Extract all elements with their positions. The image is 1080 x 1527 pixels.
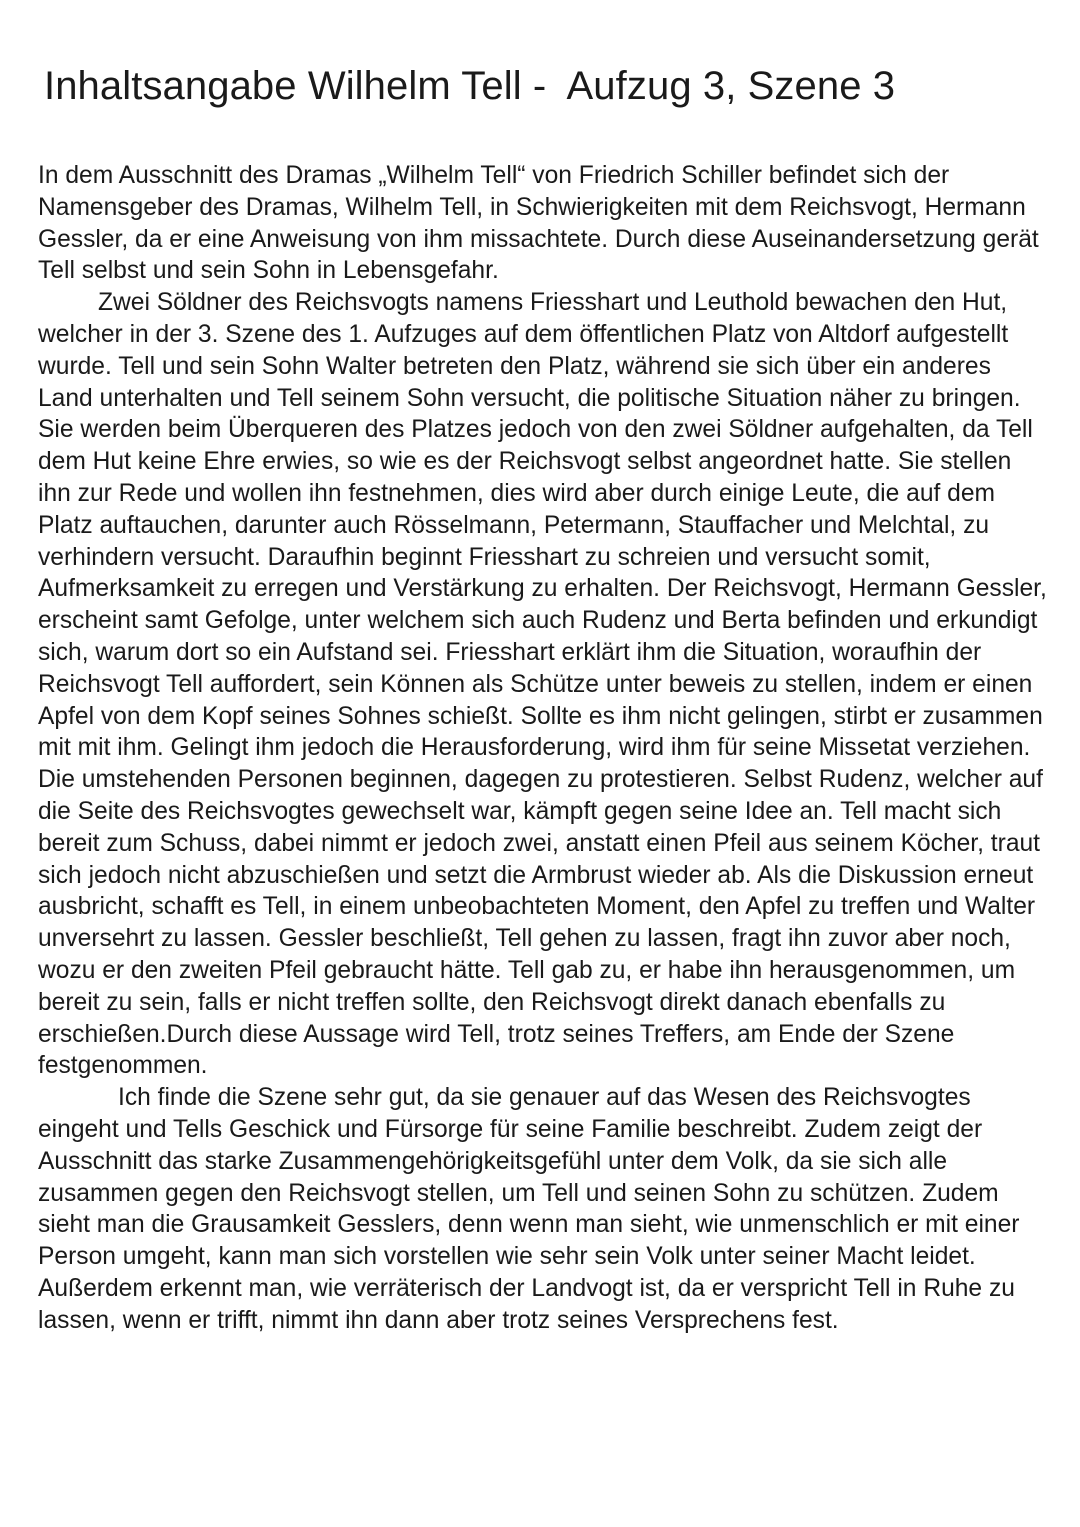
- paragraph-intro: In dem Ausschnitt des Dramas „Wilhelm Tell“ von Friedrich Schiller befindet sich der Namensgeber des Dramas, Wilhelm Tell, in Schwierigkeiten mit dem Reichsvogt, Hermann Gessler, da er eine Anweisung von ihm missachtete. Durch diese Auseinandersetzung gerät Tell selbst und sein Sohn in Lebensgefahr.: [38, 162, 1039, 285]
- paragraph-opinion: Ich finde die Szene sehr gut, da sie genauer auf das Wesen des Reichsvogtes eingeht und Tells Geschick und Fürsorge für seine Familie beschreibt. Zudem zeigt der Ausschnitt das starke Zusammengehörigkeitsgefühl unter dem Volk, da sie sich alle zusammen gegen den Reichsvogt stellen, um Tell und seinen Sohn zu schützen. Zudem sieht man die Grausamkeit Gesslers, denn wenn man sieht, wie unmenschlich er mit einer Person umgeht, kann man sich vorstellen wie sehr sein Volk unter seiner Macht leidet. Außerdem erkennt man, wie verräterisch der Landvogt ist, da er verspricht Tell in Ruhe zu lassen, wenn er trifft, nimmt ihn dann aber trotz seines Versprechens fest.: [38, 1084, 1020, 1334]
- document-body: [38, 160, 1048, 1336]
- page-title: Inhaltsangabe Wilhelm Tell - Aufzug 3, Szene 3: [44, 64, 896, 108]
- paragraph-summary: Zwei Söldner des Reichsvogts namens Friesshart und Leuthold bewachen den Hut, welcher in der 3. Szene des 1. Aufzuges auf dem öffentlichen Platz von Altdorf aufgestellt wurde. Tell und sein Sohn Walter betreten den Platz, während sie sich über ein anderes Land unterhalten und Tell seinem Sohn versucht, die politische Situation näher zu bringen. Sie werden beim Überqueren des Platzes jedoch von den zwei Söldner aufgehalten, da Tell dem Hut keine Ehre erwies, so wie es der Reichsvogt selbst angeordnet hatte. Sie stellen ihn zur Rede und wollen ihn festnehmen, dies wird aber durch einige Leute, die auf dem Platz auftauchen, darunter auch Rösselmann, Petermann, Stauffacher und Melchtal, zu verhindern versucht. Daraufhin beginnt Friesshart zu schreien und versucht somit, Aufmerksamkeit zu erregen und Verstärkung zu erhalten. Der Reichsvogt, Hermann Gessler, erscheint samt Gefolge, unter welchem sich auch Rudenz und Berta befinden und erkundigt sich, warum dort so ein Aufstand sei. Friesshart erklärt ihm die Situation, woraufhin der Reichsvogt Tell auffordert, sein Können als Schütze unter beweis zu stellen, indem er einen Apfel von dem Kopf seines Sohnes schießt. Sollte es ihm nicht gelingen, stirbt er zusammen mit mit ihm. Gelingt ihm jedoch die Herausforderung, wird ihm für seine Missetat verziehen. Die umstehenden Personen beginnen, dagegen zu protestieren. Selbst Rudenz, welcher auf die Seite des Reichsvogtes gewechselt war, kämpft gegen seine Idee an. Tell macht sich bereit zum Schuss, dabei nimmt er jedoch zwei, anstatt einen Pfeil aus seinem Köcher, traut sich jedoch nicht abzuschießen und setzt die Armbrust wieder ab. Als die Diskussion erneut ausbricht, schafft es Tell, in einem unbeobachteten Moment, den Apfel zu treffen und Walter unversehrt zu lassen. Gessler beschließt, Tell gehen zu lassen, fragt ihn zuvor aber noch, wozu er den zweiten Pfeil gebraucht hätte. Tell gab zu, er habe ihn herausgenommen, um bereit zu sein, falls er nicht treffen sollte, den Reichsvogt direkt danach ebenfalls zu erschießen.Durch diese Aussage wird Tell, trotz seines Treffers, am Ende der Szene festgenommen.: [38, 289, 1047, 1080]
